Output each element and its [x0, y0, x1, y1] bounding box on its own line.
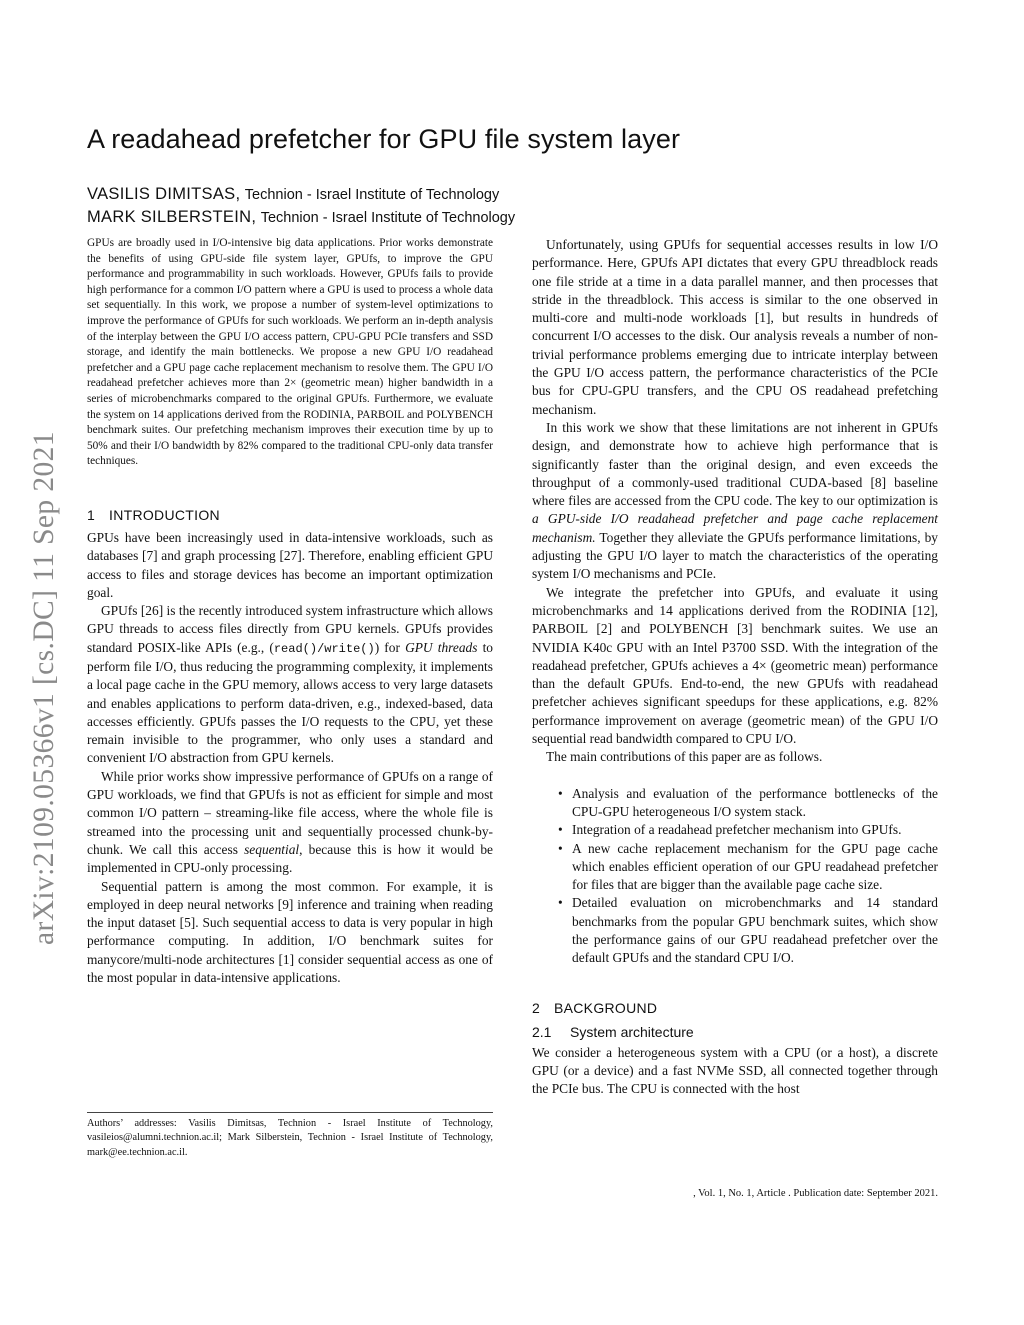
- section-number: 2: [532, 999, 541, 1016]
- contribution-list: [532, 785, 938, 968]
- paragraph: [87, 602, 493, 768]
- author-line: [87, 208, 515, 227]
- author-line: [87, 185, 499, 204]
- arxiv-identifier: arXiv:2109.05366v1 [cs.DC] 11 Sep 2021: [28, 431, 60, 945]
- paper-title: A readahead prefetcher for GPU file system layer: [87, 124, 681, 154]
- paragraph: [87, 768, 493, 878]
- subsection-number: 2.1: [532, 1023, 552, 1040]
- author-affiliation: Technion - Israel Institute of Technology: [260, 210, 516, 226]
- text-run: In this work we show that these limitations are not inherent in GPUfs design, and demonstrate how to achieve high performance that is significantly faster than the original design, and even exceeds the throughput of a commonly-used traditional CUDA-based [8] baseline where files are accessed from the CPU code. The key to our optimization is: [532, 419, 938, 509]
- list-item: [532, 894, 938, 967]
- list-item-text: A new cache replacement mechanism for the GPU page cache which enables efficient operation of our GPU readahead prefetcher for files that are bigger than the available page cache size.: [572, 840, 938, 893]
- footnote: Authors’ addresses: Vasilis Dimitsas, Technion - Israel Institute of Technology, vasileios@alumni.technion.ac.il; Mark Silberstein, Technion - Israel Institute of Technology, mark@ee.technion.ac.il.: [87, 1118, 493, 1158]
- paragraph: GPUs have been increasingly used in data-intensive workloads, such as databases [7] and graph processing [27]. Therefore, enabling efficient GPU access to files and storage devices has become an important optimization goal.: [87, 529, 493, 600]
- author-name: VASILIS DIMITSAS,: [87, 185, 241, 203]
- list-item-text: Analysis and evaluation of the performance bottlenecks of the CPU-GPU heterogeneous I/O system stack.: [572, 785, 938, 819]
- inline-code: read()/write(): [273, 641, 375, 656]
- text-run: to perform file I/O, thus reducing the programming complexity, it implements a local page cache in the GPU memory, allows access to very large datasets and enables applications to perform data-driven, e.g., indexed-based, data accesses efficiently. GPUfs passes the I/O requests to the CPU, yet these remain invisible to the programmer, who only uses a standard and convenient I/O abstraction from GPU kernels.: [87, 639, 494, 766]
- publication-line: , Vol. 1, No. 1, Article . Publication date: September 2021.: [693, 1188, 938, 1199]
- section-title: BACKGROUND: [554, 999, 658, 1016]
- section-title: INTRODUCTION: [109, 506, 220, 523]
- section-number: 1: [87, 506, 96, 523]
- paragraph: The main contributions of this paper are as follows.: [546, 749, 823, 765]
- paragraph: Unfortunately, using GPUfs for sequential accesses results in low I/O performance. Here, GPUfs API dictates that every GPU threadblock reads one file stride at a time in a data parallel manner, and then processes that stride in the threadblock. This access is similar to the one observed in multi-core and multi-node workloads [1], but results in hundreds of concurrent I/O accesses to the disk. Our analysis reveals a number of non-trivial performance problems emerging due to intricate interplay between the GPU I/O access pattern, the performance characteristics of the PCIe bus for CPU-GPU transfers, and the CPU OS readahead prefetching mechanism.: [532, 237, 938, 417]
- paragraph: We integrate the prefetcher into GPUfs, and evaluate it using microbenchmarks and 14 applications derived from the RODINIA [12], PARBOIL [2] and POLYBENCH [3] benchmark suites. We use an NVIDIA K40c GPU with an Intel P3700 SSD. With the integration of the readahead prefetcher, GPUfs achieves a 4× (geometric mean) performance than the default GPUfs. End-to-end, the new GPUfs with readahead prefetcher achieves significant speedups for these applications, e.g. 82% performance improvement on average (geometric mean) of the GPU I/O sequential read bandwidth compared to CPU I/O.: [532, 584, 938, 747]
- paragraph: We consider a heterogeneous system with a CPU (or a host), a discrete GPU (or a device) and a fast NVMe SSD, all connected together through the PCIe bus. The CPU is connected with the host: [532, 1044, 938, 1097]
- list-item: [532, 840, 938, 895]
- text-run: , because this is how it would be implemented in CPU-only processing.: [87, 841, 493, 876]
- list-item-text: Integration of a readahead prefetcher mechanism into GPUfs.: [572, 822, 902, 838]
- text-run: Together they alleviate the GPUfs performance limitations, by adjusting the GPU I/O layer to match the characteristics of the operating system I/O mechanisms and PCIe.: [532, 529, 938, 582]
- bullet: •: [558, 822, 563, 838]
- subsection-title: System architecture: [570, 1023, 694, 1040]
- left-column: [87, 236, 493, 987]
- bullet: •: [558, 785, 563, 801]
- list-item-text: Detailed evaluation on microbenchmarks and 14 standard benchmarks from the popular GPU benchmark suites, which show the performance gains of our GPU readahead prefetcher over the default GPUfs and the standard CPU I/O.: [572, 895, 938, 966]
- text-run: While prior works show impressive performance of GPUfs on a range of GPU workloads, we find that GPUfs is not as efficient for simple and most common I/O pattern – streaming-like file access, where the whole file is streamed into the processing unit and sequentially processed chunk-by-chunk. We call this access: [87, 768, 493, 857]
- bullet: •: [558, 840, 563, 856]
- section-heading: [532, 1000, 938, 1016]
- bullet: •: [558, 895, 563, 911]
- subsection-heading: [532, 1024, 938, 1040]
- paragraph: Sequential pattern is among the most common. For example, it is employed in deep neural networks [9] inference and training when reading the input dataset [5]. Such sequential access to data is very popular in high performance computing. In addition, I/O benchmark suites for manycore/multi-node architectures [1] consider sequential access as one of the most popular in data-intensive applications.: [87, 878, 493, 986]
- emphasis: GPU threads: [405, 639, 478, 655]
- text-run: ) for: [374, 639, 406, 655]
- paragraph: [532, 419, 938, 584]
- abstract: GPUs are broadly used in I/O-intensive big data applications. Prior works demonstrate the benefits of using GPU-side file system layer, GPUfs, to improve the GPU performance and programmability in such workloads. However, GPUfs fails to provide high performance for a common I/O pattern where a GPU is used to process a whole data set sequentially. In this work, we propose a number of system-level optimizations to improve the performance of GPUfs for such workloads. We perform an in-depth analysis of the interplay between the GPU I/O access pattern, CPU-GPU PCIe transfers and SSD storage, and identify the main bottlenecks. We propose a new GPU I/O readahead prefetcher and a GPU page cache replacement mechanism to resolve them. The GPU I/O readahead prefetcher achieves more than 2× (geometric mean) higher bandwidth in a series of microbenchmarks compared to the original GPUfs. Furthermore, we evaluate the system on 14 applications derived from the RODINIA, PARBOIL and POLYBENCH benchmark suites. Our prefetching mechanism improves their execution time by up to 50% and their I/O bandwidth by 82% compared to the traditional CPU-only data transfer techniques.: [87, 237, 493, 468]
- list-item: [532, 785, 938, 822]
- author-name: MARK SILBERSTEIN,: [87, 208, 257, 226]
- footnote-rule: [87, 1112, 493, 1113]
- author-affiliation: Technion - Israel Institute of Technology: [244, 187, 500, 203]
- emphasis: a GPU-side I/O readahead prefetcher and page cache replacement mechanism.: [532, 511, 938, 545]
- list-item: [532, 821, 938, 839]
- text-run: GPUfs [26] is the recently introduced system infrastructure which allows GPU threads to access files directly from GPU kernels. GPUfs provides standard POSIX-like APIs (e.g., (: [87, 603, 493, 655]
- emphasis: sequential: [244, 841, 300, 857]
- right-column: [532, 236, 938, 1098]
- section-heading: [87, 507, 493, 523]
